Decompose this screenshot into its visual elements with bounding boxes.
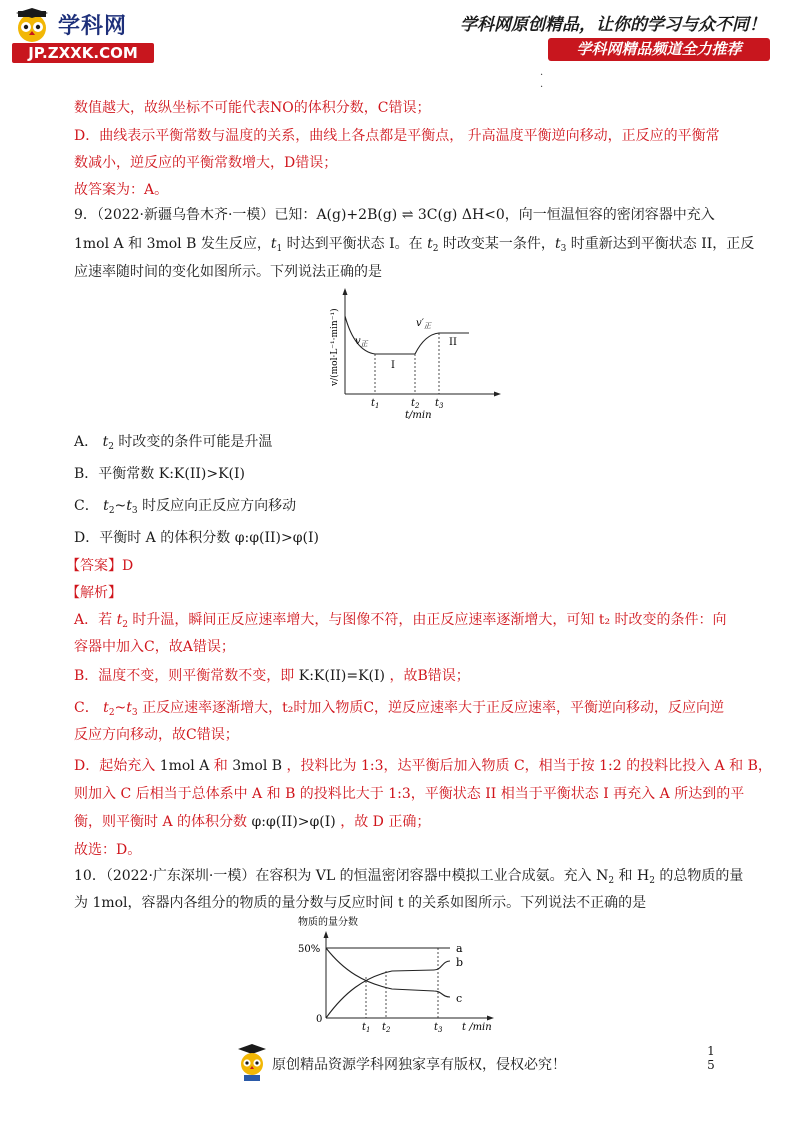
q9-x-arrow xyxy=(494,392,501,397)
prev-solution-line-1: 数值越大，故纵坐标不可能代表NO的体积分数，C错误； xyxy=(74,100,431,116)
q9-analysis-c-line-2: 反应方向移动，故C错误； xyxy=(74,727,239,743)
q9-stem-line-3: 应速率随时间的变化如图所示。下列说法正确的是 xyxy=(74,264,382,280)
q9-v2-label: $v'_正$ xyxy=(416,318,431,330)
q10-fraction-chart xyxy=(292,913,502,1035)
q9-analysis-b: B．温度不变，则平衡常数不变，即 K:K(II)=K(I) ，故B错误； xyxy=(74,668,470,684)
q9-v-curve-2 xyxy=(415,333,469,354)
footer-owl-icon xyxy=(236,1044,268,1084)
q10-y-50-label: 50% xyxy=(298,944,321,955)
q10-y-0-label: 0 xyxy=(316,1014,323,1025)
q10-x-arrow xyxy=(487,1016,494,1021)
header-recommend-banner: 学科网精品频道全力推荐 xyxy=(548,38,770,61)
q9-option-d: D．平衡时 A 的体积分数 φ:φ(II)>φ(I) xyxy=(74,530,319,546)
q9-v-curve-1 xyxy=(345,316,415,354)
q9-stem-line-1: 9．（2022·新疆乌鲁木齐·一模）已知：A(g)+2B(g) ⇌ 3C(g) ΔH<0，向一恒温恒容的密闭容器中充入 xyxy=(74,207,715,223)
q9-t3-label: $t_3$ xyxy=(435,398,444,410)
q9-v-label: $v_正$ xyxy=(355,336,368,348)
q9-y-label: v/(mol·L⁻¹·min⁻¹) xyxy=(330,308,340,386)
q9-analysis-d-line-3: 衡，则平衡时 A 的体积分数 φ:φ(II)>φ(I) ，故 D 正确； xyxy=(74,814,431,830)
q9-analysis-a-line-2: 容器中加入C，故A错误； xyxy=(74,639,235,655)
q9-analysis-c-line-1: C． $t_2\sim t_3$ 正反应速率逐渐增大，t₂时加入物质C，逆反应速率大于正反应速率，平衡逆向移动，反应向逆 xyxy=(74,700,725,718)
q9-region-2-label: II xyxy=(449,337,457,348)
logo-owl-icon xyxy=(12,8,52,44)
q10-y-label: 物质的量分数 xyxy=(298,917,358,928)
q9-t1-label: $t_1$ xyxy=(371,398,380,410)
prev-solution-line-4: 故答案为：A。 xyxy=(74,182,169,198)
q9-region-1-label: I xyxy=(391,360,395,371)
logo-url[interactable]: JP.ZXXK.COM xyxy=(12,43,154,63)
q9-analysis-a-line-1: A．若 $t_2$ 时升温，瞬间正反应速率增大，与图像不符，由正反应速率逐渐增大，可知 t₂ 时改变的条件：向 xyxy=(74,612,727,630)
q9-analysis-d-line-1: D．起始充入 1mol A 和 3mol B ，投料比为 1:3，达平衡后加入物质 C，相当于按 1:2 的投料比投入 A 和 B， xyxy=(74,758,772,774)
prev-solution-line-2: D．曲线表示平衡常数与温度的关系，曲线上各点都是平衡点， 升高温度平衡逆向移动，正反应的平衡常 xyxy=(74,128,720,144)
q9-rate-chart xyxy=(325,286,505,421)
q9-option-a: A． $t_2$ 时改变的条件可能是升温 xyxy=(74,434,273,452)
q10-t2-label: $t_2$ xyxy=(382,1022,391,1034)
q10-t1-label: $t_1$ xyxy=(362,1022,371,1034)
header-slogan: 学科网原创精品，让你的学习与众不同！ xyxy=(460,15,766,35)
q10-stem-line-2: 为 1mol，容器内各组分的物质的量分数与反应时间 t 的关系如图所示。下列说法不正确的是 xyxy=(74,895,647,911)
page-number: 1 5 xyxy=(707,1044,715,1072)
q9-x-label: t/min xyxy=(405,410,432,421)
q10-label-c: c xyxy=(456,992,463,1005)
q10-label-b: b xyxy=(456,956,464,969)
footer-copyright: 原创精品资源学科网独家享有版权，侵权必究！ xyxy=(272,1057,566,1073)
logo-text: 学科网 xyxy=(58,14,128,39)
q10-stem-line-1: 10．（2022·广东深圳·一模）在容积为 VL 的恒温密闭容器中模拟工业合成氨。充入 $N_2$ 和 $H_2$ 的总物质的量 xyxy=(74,868,744,886)
q9-analysis-heading: 【解析】 xyxy=(66,585,122,601)
q9-t2-label: $t_2$ xyxy=(411,398,420,410)
q9-y-arrow xyxy=(343,288,348,295)
q10-y-arrow xyxy=(324,931,329,938)
q9-answer: 【答案】D xyxy=(66,558,134,574)
prev-solution-line-3: 数减小，逆反应的平衡常数增大，D错误； xyxy=(74,155,338,171)
q10-curve-b xyxy=(326,961,450,1018)
q10-label-a: a xyxy=(456,942,463,955)
q9-stem-line-2: 1mol A 和 3mol B 发生反应，$t_1$ 时达到平衡状态 I。在 $t_2$ 时改变某一条件，$t_3$ 时重新达到平衡状态 II，正反 xyxy=(74,236,755,254)
q9-option-b: B．平衡常数 K:K(II)>K(I) xyxy=(74,466,246,482)
header-dots: · · xyxy=(540,70,544,93)
q9-analysis-d-line-2: 则加入 C 后相当于总体系中 A 和 B 的投料比大于 1:3，平衡状态 II 相当于平衡状态 I 再充入 A 所达到的平 xyxy=(74,786,745,802)
q9-equation: A(g)+2B(g) ⇌ 3C(g) ΔH<0 xyxy=(316,207,505,223)
q9-analysis-d-line-4: 故选：D。 xyxy=(74,842,142,858)
q10-t3-label: $t_3$ xyxy=(434,1022,443,1034)
q10-x-label: t /min xyxy=(462,1022,492,1033)
q9-option-c: C． $t_2\sim t_3$ 时反应向正反应方向移动 xyxy=(74,498,297,516)
